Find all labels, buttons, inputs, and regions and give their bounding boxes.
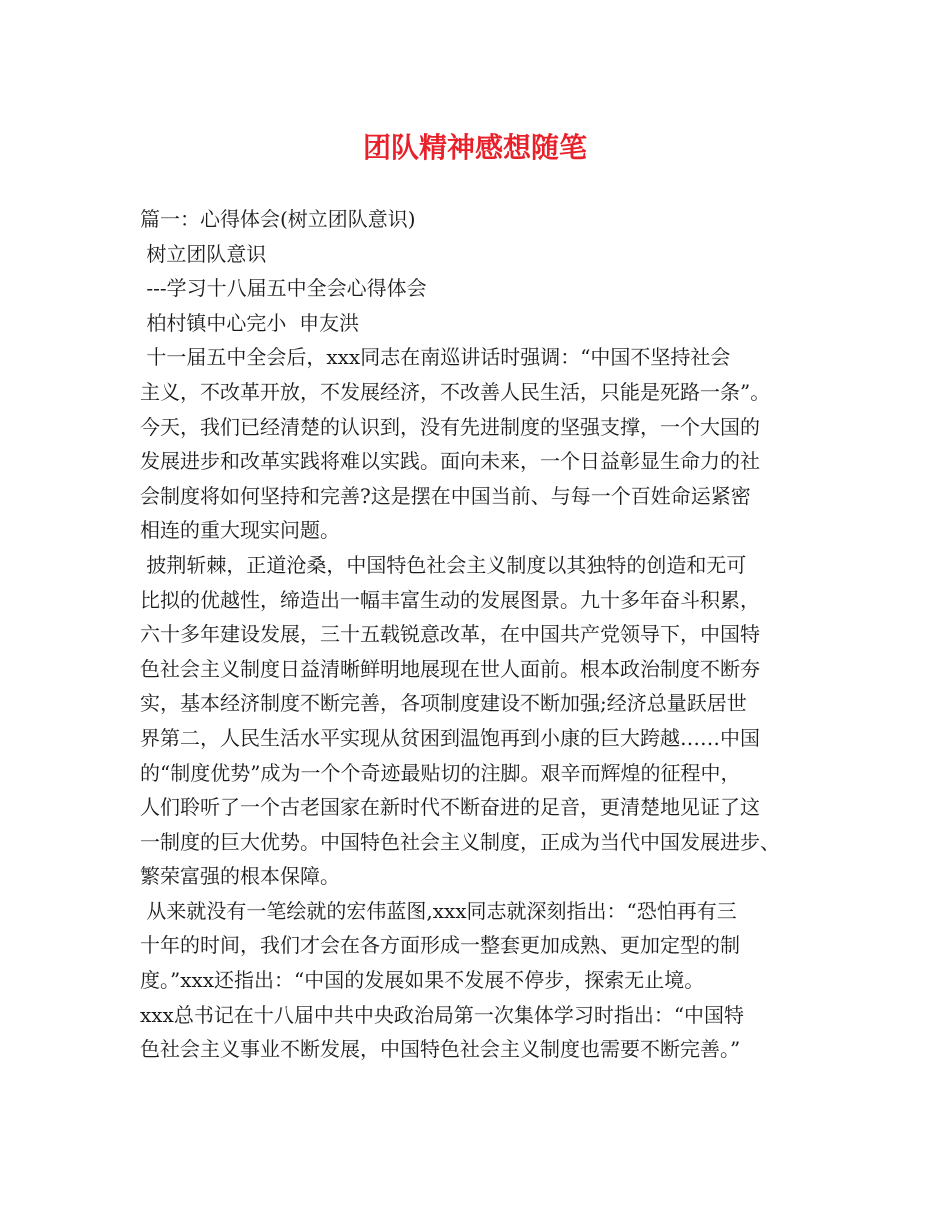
body-line: 树立团队意识 <box>140 241 267 266</box>
body-line: 繁荣富强的根本保障。 <box>140 864 340 889</box>
body-line: 今天，我们已经清楚的认识到，没有先进制度的坚强支撑，一个大国的 <box>140 414 760 439</box>
body-line: 色社会主义事业不断发展，中国特色社会主义制度也需要不断完善。” <box>140 1037 741 1062</box>
body-line: 篇一：心得体会(树立团队意识) <box>140 207 416 231</box>
body-line: 十年的时间，我们才会在各方面形成一整套更加成熟、更加定型的制 <box>140 933 740 958</box>
body-line: 相连的重大现实问题。 <box>140 518 340 543</box>
body-line: 会制度将如何坚持和完善?这是摆在中国当前、与每一个百姓命运紧密 <box>140 483 751 508</box>
body-line: 的“制度优势”成为一个个奇迹最贴切的注脚。艰辛而辉煌的征程中， <box>140 760 741 785</box>
body-line: xxx总书记在十八届中共中央政治局第一次集体学习时指出：“中国特 <box>140 1002 745 1027</box>
body-line: 柏村镇中心完小 申友洪 <box>140 310 360 335</box>
body-line: 十一届五中全会后，xxx同志在南巡讲话时强调：“中国不坚持社会 <box>140 345 731 370</box>
body-line: 主义，不改革开放，不发展经济，不改善人民生活，只能是死路一条”。 <box>140 379 771 404</box>
body-line: ---学习十八届五中全会心得体会 <box>140 276 427 301</box>
body-line: 度。”xxx还指出：“中国的发展如果不发展不停步，探索无止境。 <box>140 968 705 993</box>
body-line: 界第二，人民生活水平实现从贫困到温饱再到小康的巨大跨越……中国 <box>140 725 760 750</box>
document-title: 团队精神感想随笔 <box>362 131 587 164</box>
body-line: 从来就没有一笔绘就的宏伟蓝图,xxx同志就深刻指出：“恐怕再有三 <box>140 898 737 923</box>
document-body <box>140 202 840 1067</box>
body-line: 披荆斩棘，正道沧桑，中国特色社会主义制度以其独特的创造和无可 <box>140 552 747 577</box>
body-line: 实，基本经济制度不断完善，各项制度建设不断加强;经济总量跃居世 <box>140 691 747 716</box>
body-line: 发展进步和改革实践将难以实践。面向未来，一个日益彰显生命力的社 <box>140 449 760 474</box>
body-line: 人们聆听了一个古老国家在新时代不断奋进的足音，更清楚地见证了这 <box>140 795 760 820</box>
body-line: 一制度的巨大优势。中国特色社会主义制度，正成为当代中国发展进步、 <box>140 829 780 854</box>
body-line: 六十多年建设发展，三十五载锐意改革，在中国共产党领导下，中国特 <box>140 622 760 647</box>
body-line: 色社会主义制度日益清晰鲜明地展现在世人面前。根本政治制度不断夯 <box>140 656 760 681</box>
body-line: 比拟的优越性，缔造出一幅丰富生动的发展图景。九十多年奋斗积累， <box>140 587 760 612</box>
